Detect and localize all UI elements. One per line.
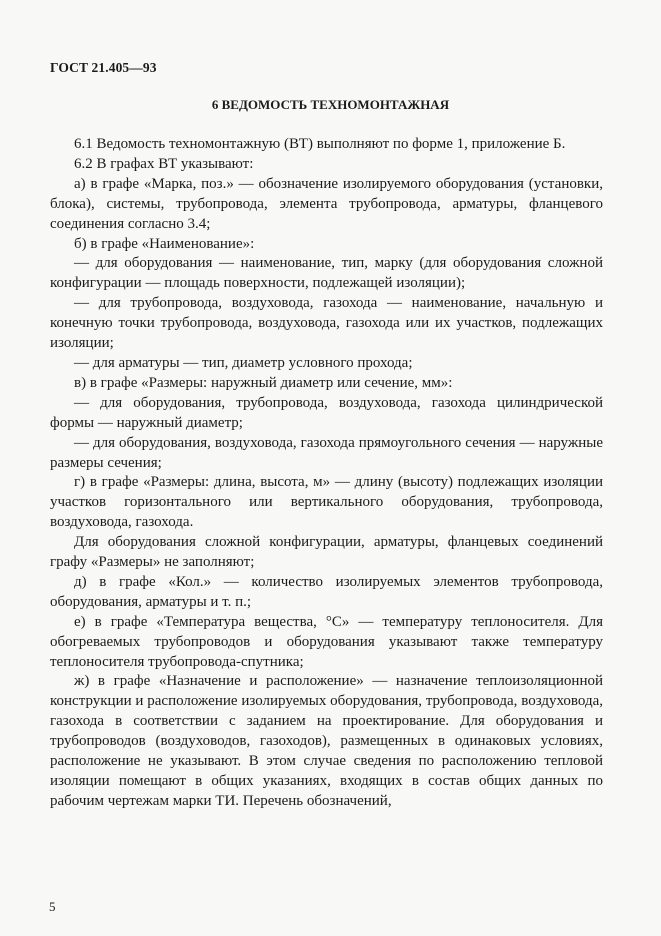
section-title: 6 ВЕДОМОСТЬ ТЕХНОМОНТАЖНАЯ	[211, 97, 450, 112]
paragraph-complex-config: Для оборудования сложной конфигурации, арматуры, фланцевых соединений графу «Размеры» не заполняют;	[50, 534, 603, 571]
paragraph-v-cylindrical: — для оборудования, трубопровода, воздуховода, газохода цилиндрической формы — наружный диаметр;	[50, 394, 603, 431]
paragraph-b-pipeline: — для трубопровода, воздуховода, газохода — наименование, начальную и конечную точки трубопровода, воздуховода, газохода или их участков, подлежащих изоляции;	[50, 295, 603, 352]
paragraph-b-equipment: — для оборудования — наименование, тип, марку (для оборудования сложной конфигурации — площадь поверхности, подлежащей изоляции);	[50, 255, 603, 292]
page-number: 5	[49, 899, 56, 914]
paragraph-v-rectangular: — для оборудования, воздуховода, газохода прямоугольного сечения — наружные размеры сечения;	[50, 434, 603, 471]
paragraph-item-zh: ж) в графе «Назначение и расположение» — назначение теплоизоляционной конструкции и расположение изолируемых оборудования, трубопровода, воздуховода, газохода в соответствии с заданием на проектирование. Для оборудования и трубопроводов (воздуховодов, газоходов), размещенных в одинаковых условиях, расположение не указывают. В этом случае сведения по расположению тепловой изоляции помещают в общих указаниях, входящих в состав общих данных по рабочим чертежам марки ТИ. Перечень обозначений,	[50, 673, 603, 809]
paragraph-6-2: 6.2 В графах ВТ указывают:	[74, 155, 254, 172]
paragraph-item-v: в) в графе «Размеры: наружный диаметр или сечение, мм»:	[74, 374, 453, 391]
paragraph-item-e: е) в графе «Температура вещества, °С» — температуру теплоносителя. Для обогреваемых трубопроводов и оборудования указывают также температуру теплоносителя трубопровода-спутника;	[50, 613, 603, 670]
paragraph-b-fittings: — для арматуры — тип, диаметр условного прохода;	[74, 354, 413, 371]
paragraph-6-1: 6.1 Ведомость техномонтажную (ВТ) выполняют по форме 1, приложение Б.	[74, 136, 566, 152]
paragraph-item-g: г) в графе «Размеры: длина, высота, м» — длину (высоту) подлежащих изоляции участков горизонтального или вертикального оборудования, трубопровода, воздуховода, газохода.	[50, 474, 603, 531]
body-text	[50, 135, 603, 812]
standard-code-header: ГОСТ 21.405—93	[50, 60, 157, 75]
paragraph-item-b: б) в графе «Наименование»:	[74, 235, 255, 252]
paragraph-item-d: д) в графе «Кол.» — количество изолируемых элементов трубопровода, оборудования, арматуры и т. п.;	[50, 573, 603, 610]
paragraph-item-a: а) в графе «Марка, поз.» — обозначение изолируемого оборудования (установки, блока), системы, трубопровода, элемента трубопровода, арматуры, фланцевого соединения согласно 3.4;	[50, 175, 603, 232]
